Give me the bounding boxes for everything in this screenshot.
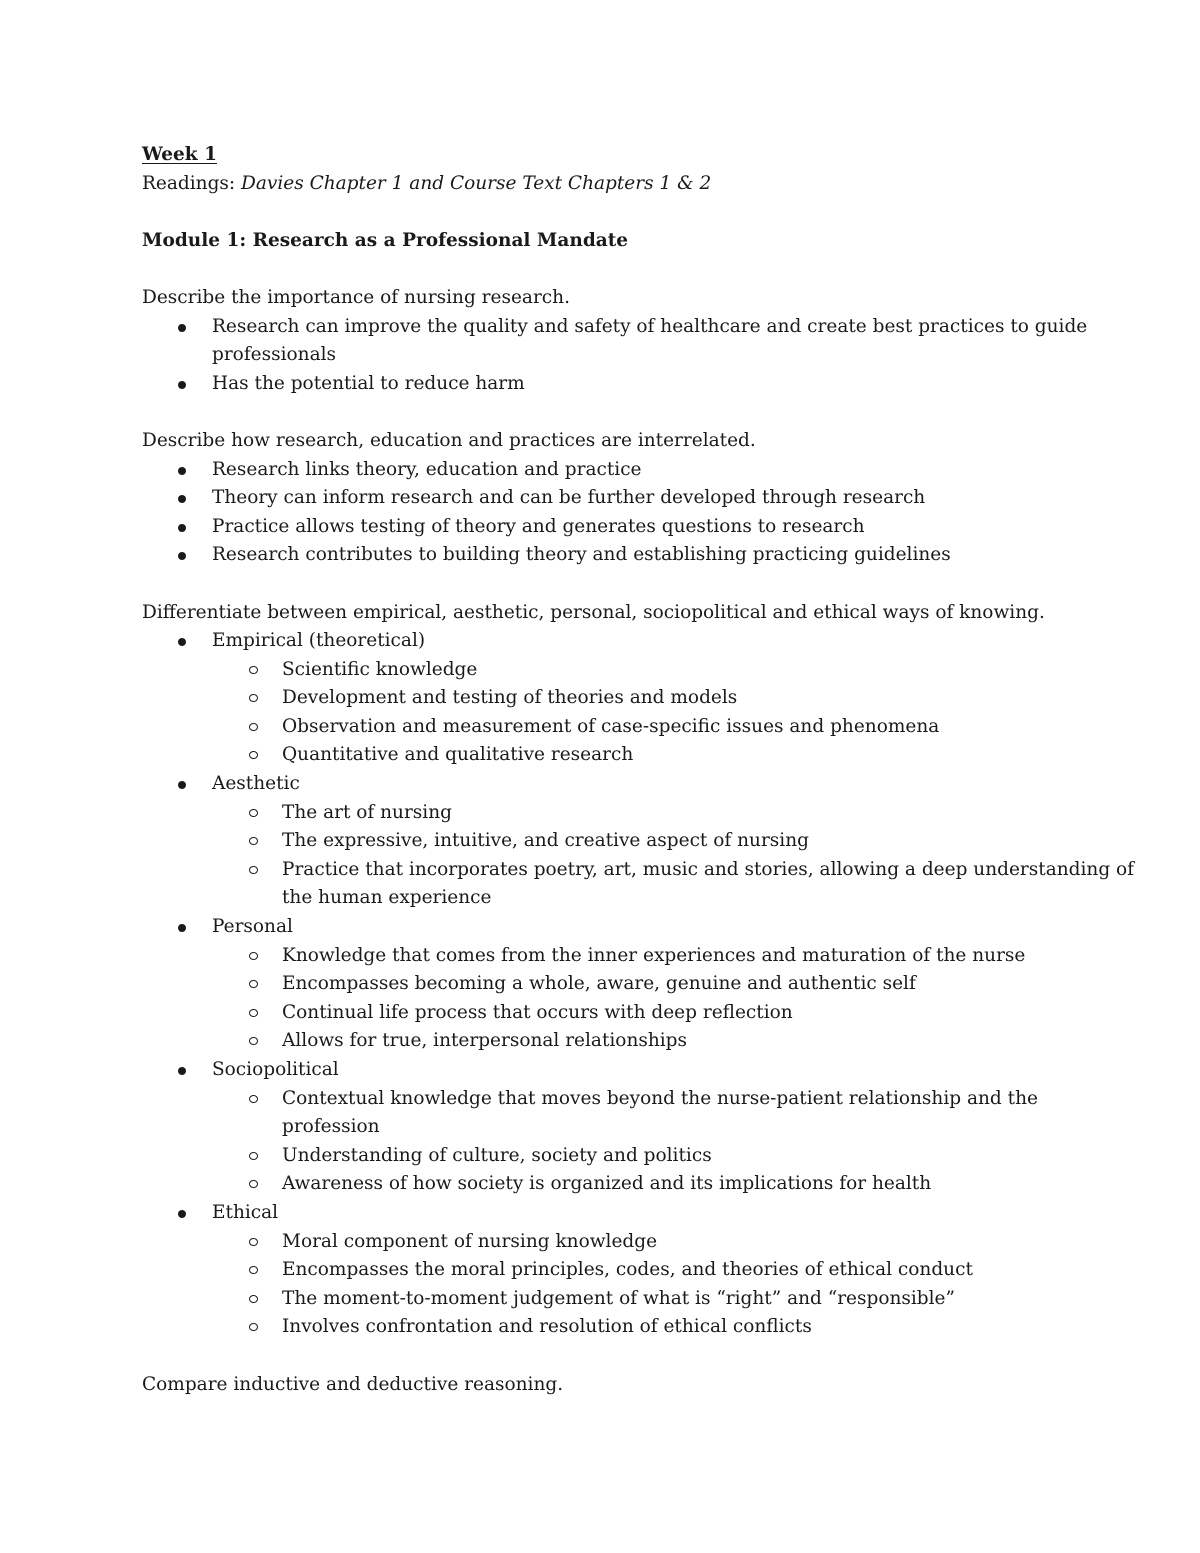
sub-bullet-list [212,942,1072,1056]
sub-bullet-text: Knowledge that comes from the inner experiences and maturation of the nurse [282,944,1026,966]
section-question: Compare inductive and deductive reasoning. [142,1373,564,1395]
sections-container [142,284,1135,1399]
readings-label: Readings: [142,172,242,194]
sub-bullet-item [212,970,1072,999]
bullet-item [142,484,1072,513]
sub-bullet-item [212,799,1072,828]
sub-bullet-item [212,827,1072,856]
sub-bullet-list [212,656,1072,770]
sub-bullet-item [212,713,1072,742]
sub-bullet-list [212,1085,1072,1199]
bullet-item [142,627,1072,770]
sub-bullet-item [212,1142,1072,1171]
bullet-item [142,1199,1072,1342]
bullet-text: Empirical (theoretical) [212,630,426,652]
sub-bullet-text: Contextual knowledge that moves beyond the nurse-patient relationship and the [282,1087,1038,1109]
bullet-item [142,913,1072,1056]
sub-bullet-text: Encompasses the moral principles, codes, and theories of ethical conduct [282,1259,973,1281]
sub-bullet-item [212,741,1072,770]
sub-bullet-item [212,1256,1072,1285]
bullet-item [142,770,1135,913]
bullet-item [142,370,1072,399]
bullet-text: Practice allows testing of theory and generates questions to research [212,515,865,537]
bullet-list [142,313,1088,399]
bullet-item [142,456,1072,485]
bullet-text: Sociopolitical [212,1059,339,1080]
sub-bullet-text: Scientific knowledge [282,658,478,680]
week-title: Week 1 [142,144,217,165]
module-title: Module 1: Research as a Professional Mandate [142,229,629,251]
sub-bullet-text-continuation: profession [282,1116,380,1138]
bullet-text: Aesthetic [212,773,300,795]
bullet-item [142,541,1072,570]
sub-bullet-text: Allows for true, interpersonal relationships [282,1030,688,1052]
bullet-item [142,513,1072,542]
section-question: Describe the importance of nursing research. [142,286,570,308]
readings-text: Davies Chapter 1 and Course Text Chapters 1 & 2 [241,172,712,194]
bullet-list [142,456,1072,570]
sub-bullet-item [212,999,1072,1028]
bullet-text: Research can improve the quality and safety of healthcare and create best practices to guide [212,315,1088,337]
sub-bullet-list [212,799,1135,913]
sub-bullet-list [212,1228,1072,1342]
bullet-item [142,1056,1072,1199]
bullet-text: Research contributes to building theory and establishing practicing guidelines [212,544,951,566]
sub-bullet-item [212,1170,1072,1199]
bullet-list [142,627,1135,1342]
sub-bullet-text: Quantitative and qualitative research [282,744,634,766]
sub-bullet-item [212,856,1135,913]
sub-bullet-text: Practice that incorporates poetry, art, music and stories, allowing a deep understanding of [282,858,1135,880]
sub-bullet-item [212,1027,1072,1056]
sub-bullet-text: Involves confrontation and resolution of ethical conflicts [282,1316,812,1338]
bullet-text: Has the potential to reduce harm [212,372,525,394]
sub-bullet-text: The art of nursing [282,801,452,823]
bullet-text: Ethical [212,1201,279,1223]
sub-bullet-text: Continual life process that occurs with deep reflection [282,1001,793,1023]
sub-bullet-item [212,1285,1072,1314]
sub-bullet-text: Encompasses becoming a whole, aware, genuine and authentic self [282,973,916,995]
sub-bullet-item [212,1313,1072,1342]
sub-bullet-item [212,1085,1072,1142]
sub-bullet-item [212,684,1072,713]
sub-bullet-text: Moral component of nursing knowledge [282,1230,658,1252]
sub-bullet-text: The moment-to-moment judgement of what is “right” and “responsible” [282,1287,955,1309]
section-question: Differentiate between empirical, aesthetic, personal, sociopolitical and ethical ways of knowing. [142,601,1045,623]
bullet-text: Research links theory, education and practice [212,458,642,480]
sub-bullet-text: Awareness of how society is organized and its implications for health [282,1173,932,1195]
bullet-text: Personal [212,916,293,938]
sub-bullet-item [212,656,1072,685]
sub-bullet-item [212,1228,1072,1257]
bullet-text: Theory can inform research and can be further developed through research [212,487,926,509]
document-page [142,141,1135,1399]
bullet-item [142,313,1088,370]
section-question: Describe how research, education and practices are interrelated. [142,429,756,451]
sub-bullet-text: Development and testing of theories and models [282,687,738,709]
bullet-text-continuation: professionals [212,344,337,366]
sub-bullet-text: The expressive, intuitive, and creative aspect of nursing [282,830,809,852]
sub-bullet-text: Understanding of culture, society and politics [282,1144,712,1166]
readings-line [142,170,1072,199]
sub-bullet-text: Observation and measurement of case-specific issues and phenomena [282,715,940,737]
sub-bullet-text-continuation: the human experience [282,887,492,909]
sub-bullet-item [212,942,1072,971]
